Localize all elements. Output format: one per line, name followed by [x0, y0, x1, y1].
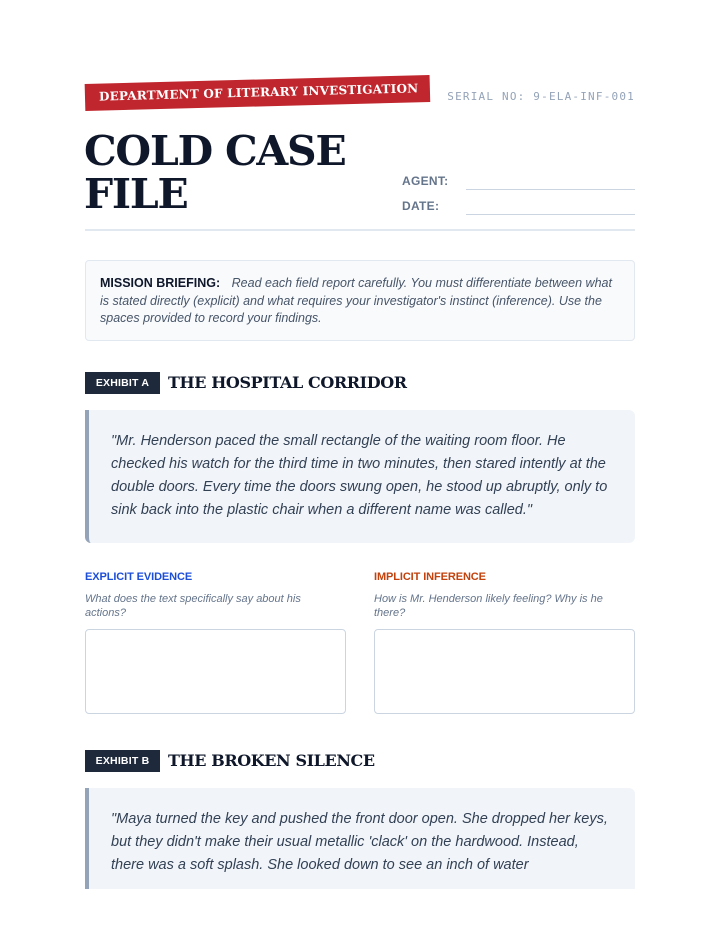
briefing-label: MISSION BRIEFING: [100, 276, 221, 290]
mission-briefing [85, 260, 635, 341]
agent-blank-line[interactable] [466, 189, 635, 190]
exhibit-b-title: THE BROKEN SILENCE [168, 751, 375, 770]
page-title [84, 127, 404, 218]
agent-field[interactable] [402, 172, 635, 192]
agent-label: AGENT: [402, 174, 449, 188]
exhibit-a-quote: "Mr. Henderson paced the small rectangle of the waiting room floor. He checked his watch for the third time in two minutes, then stared intently at the double doors. Every time the doors swung open, he stood up abruptly, only to sink back into the plastic chair when a different name was called." [85, 410, 635, 543]
date-blank-line[interactable] [466, 214, 635, 215]
explicit-evidence-section [85, 571, 347, 620]
date-label: DATE: [402, 199, 440, 213]
implicit-inference-hint: How is Mr. Henderson likely feeling? Why is he there? [374, 593, 603, 619]
header-divider [85, 229, 635, 231]
implicit-inference-section [374, 571, 636, 620]
department-tag: DEPARTMENT OF LITERARY INVESTIGATION [85, 75, 431, 111]
explicit-evidence-label: EXPLICIT EVIDENCE [85, 571, 193, 583]
title-line-2: FILE [84, 170, 188, 218]
date-field[interactable] [402, 197, 635, 217]
explicit-evidence-hint: What does the text specifically say about his actions? [85, 593, 301, 619]
exhibit-b-quote: "Maya turned the key and pushed the front door open. She dropped her keys, but they didn't make their usual metallic 'clack' on the hardwood. Instead, there was a soft splash. She looked down to see an inch of water [85, 788, 635, 889]
serial-number: SERIAL NO: 9-ELA-INF-001 [447, 90, 635, 103]
implicit-inference-answer-box[interactable] [374, 629, 635, 714]
exhibit-a-tag: EXHIBIT A [85, 372, 160, 394]
briefing-text: Read each field report carefully. You must differentiate between what is stated directly (explicit) and what requires your investigator's instinct (inference). Use the spaces provided to record your findings. [100, 276, 612, 325]
exhibit-b-tag: EXHIBIT B [85, 750, 160, 772]
title-line-1: COLD CASE [84, 127, 346, 175]
implicit-inference-label: IMPLICIT INFERENCE [374, 571, 486, 583]
exhibit-a-title: THE HOSPITAL CORRIDOR [168, 373, 407, 392]
explicit-evidence-answer-box[interactable] [85, 629, 346, 714]
